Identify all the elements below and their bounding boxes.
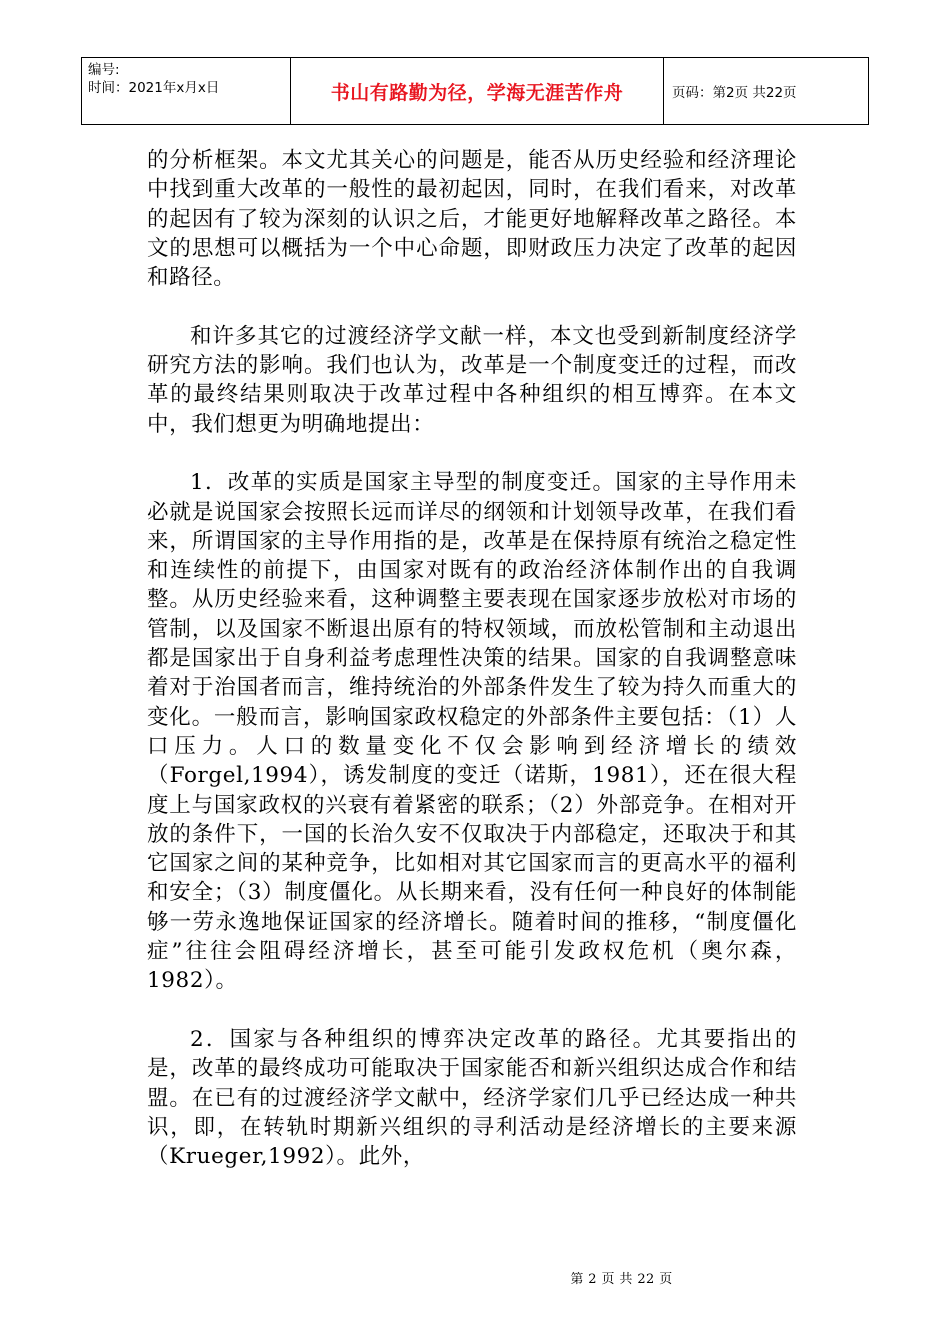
paragraph-point-2: 2．国家与各种组织的博弈决定改革的路径。尤其要指出的是，改革的最终成功可能取决于国家能否和新兴组织达成合作和结盟。在已有的过渡经济学文献中，经济学家们几乎已经达成一种共识，即，在转轨时期新兴组织的寻利活动是经济增长的主要来源（Krueger,1992）。此外， [147, 1026, 797, 1170]
document-body [147, 146, 797, 1201]
paragraph-point-1: 1．改革的实质是国家主导型的制度变迁。国家的主导作用未必就是说国家会按照长远而详尽的纲领和计划领导改革，在我们看来，所谓国家的主导作用指的是，改革是在保持原有统治之稳定性和连续性的前提下，由国家对既有的政治经济体制作出的自我调整。从历史经验来看，这种调整主要表现在国家逐步放松对市场的管制，以及国家不断退出原有的特权领域，而放松管制和主动退出都是国家出于自身利益考虑理性决策的结果。国家的自我调整意味着对于治国者而言，维持统治的外部条件发生了较为持久而重大的变化。一般而言，影响国家政权稳定的外部条件主要包括：（1）人口压力。人口的数量变化不仅会影响到经济增长的绩效（Forgel,1994），诱发制度的变迁（诺斯，1981），还在很大程度上与国家政权的兴衰有着紧密的联系；（2）外部竞争。在相对开放的条件下，一国的长治久安不仅取决于内部稳定，还取决于和其它国家之间的某种竞争，比如相对其它国家而言的更高水平的福利和安全；（3）制度僵化。从长期来看，没有任何一种良好的体制能够一劳永逸地保证国家的经济增长。随着时间的推移，“制度僵化症”往往会阻碍经济增长，甚至可能引发政权危机（奥尔森，1982）。 [147, 470, 797, 994]
header-table [81, 57, 869, 125]
paragraph-intro: 和许多其它的过渡经济学文献一样，本文也受到新制度经济学研究方法的影响。我们也认为，改革是一个制度变迁的过程，而改革的最终结果则取决于改革过程中各种组织的相互博弈。在本文中，我们想更为明确地提出： [147, 323, 797, 437]
header-motto: 书山有路勤为径，学海无涯苦作舟 [291, 58, 664, 125]
header-info-cell [82, 58, 291, 125]
document-number-label: 编号: [88, 62, 120, 78]
page-footer: 第 2 页 共 22 页 [570, 1272, 673, 1287]
document-time-label: 时间：2021年x月x日 [88, 80, 220, 96]
header-page-info: 页码：第2页 共22页 [664, 58, 869, 125]
paragraph-continuation: 的分析框架。本文尤其关心的问题是，能否从历史经验和经济理论中找到重大改革的一般性的最初起因，同时，在我们看来，对改革的起因有了较为深刻的认识之后，才能更好地解释改革之路径。本文的思想可以概括为一个中心命题，即财政压力决定了改革的起因和路径。 [147, 148, 797, 291]
